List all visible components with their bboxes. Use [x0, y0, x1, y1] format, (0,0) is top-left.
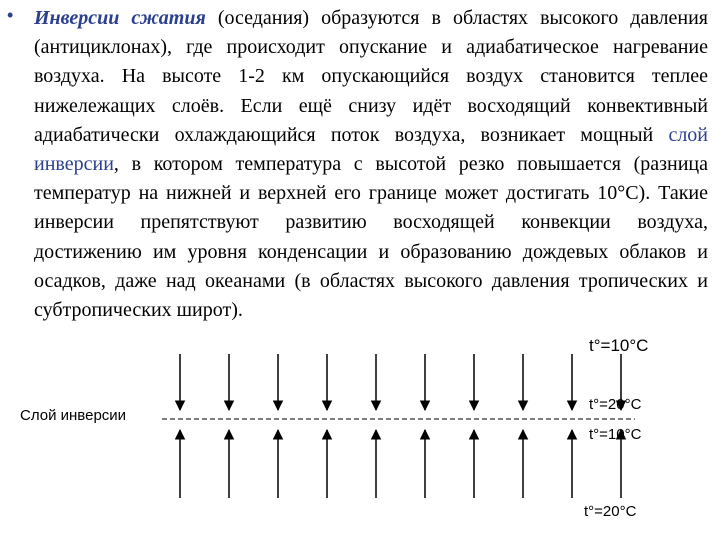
paragraph-part-2: , в котором температура с высотой резко повышается (разница температур на нижней и верхней его границе может достигать 10°С). Такие инверсии препятствуют развитию восходящей конвекции воздуха, достижению им уровня конденсации и образованию дождевых облаков и осадков, даже над океанами (в областях высокого давления тропических и субтропических широт).	[34, 153, 708, 322]
temperature-inversion-lower-label: t°=10°C	[589, 426, 642, 443]
paragraph-part-1: (оседания) образуются в областях высокого давления (антициклонах), где происходит опускание и адиабатическое нагревание воздуха. На высоте 1-2 км опускающийся воздух становится теплее нижележащих слоёв. Если ещё снизу идёт восходящий конвективный адиабатически охлаждающийся поток воздуха, возникает мощный	[34, 7, 709, 146]
inversion-layer-label: Слой инверсии	[20, 407, 127, 424]
temperature-top-label: t°=10°C	[589, 336, 649, 355]
inversion-layer-link[interactable]: слой инверсии	[34, 123, 708, 176]
paragraph	[34, 4, 708, 325]
temperature-bottom-label: t°=20°C	[584, 503, 637, 520]
bullet-icon: •	[7, 5, 14, 25]
descending-air-arrows	[180, 354, 621, 410]
ascending-air-arrows	[180, 430, 621, 498]
temperature-inversion-upper-label: t°=20°C	[589, 396, 642, 413]
term-heading: Инверсии сжатия	[34, 7, 206, 29]
